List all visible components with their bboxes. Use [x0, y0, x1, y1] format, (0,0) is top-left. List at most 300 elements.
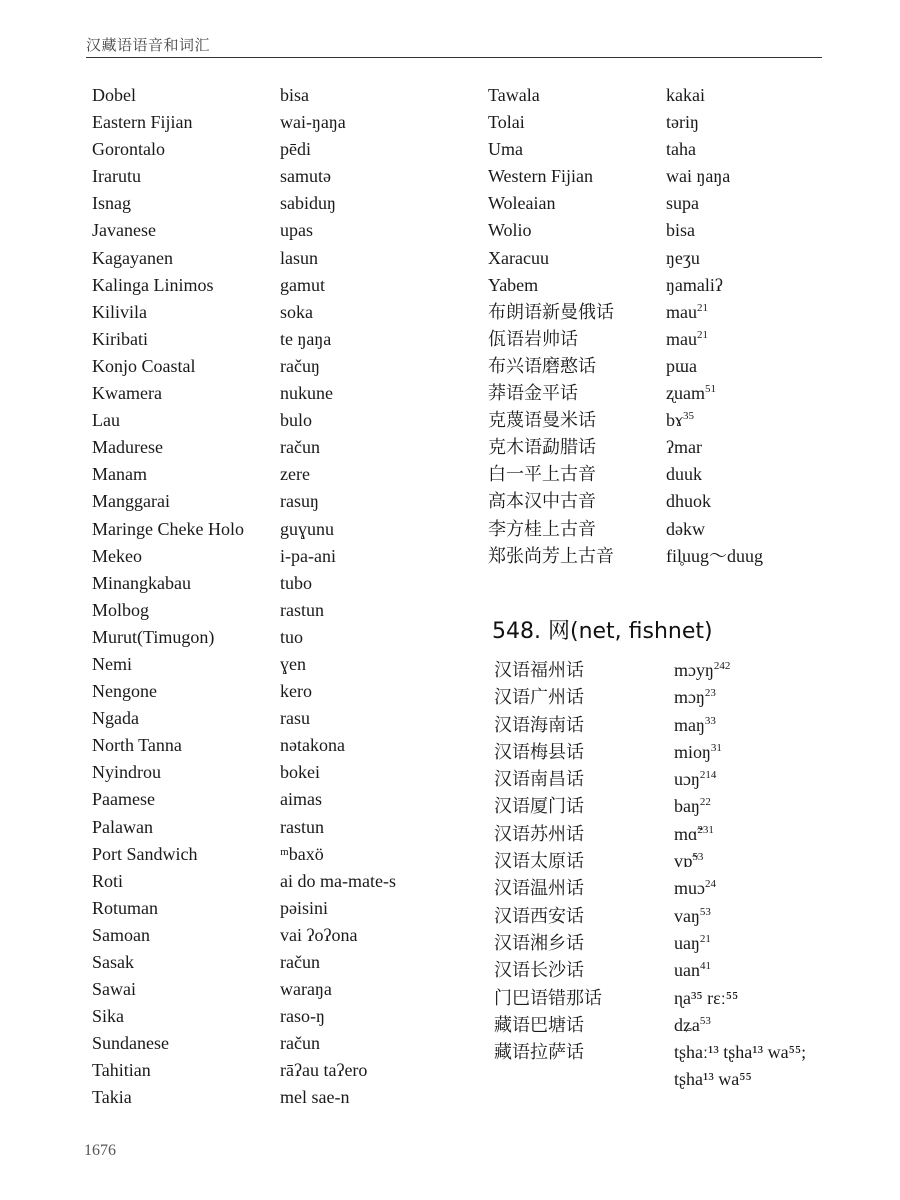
word-form [674, 766, 716, 793]
language-name: Kagayanen [92, 247, 173, 268]
word-form [280, 1030, 320, 1057]
section-heading [492, 614, 713, 645]
entry-row [92, 1084, 452, 1111]
entry-row [494, 684, 854, 711]
form-text: maŋ [674, 714, 705, 735]
language-name: 克木语勐腊话 [488, 437, 596, 458]
word-form [280, 516, 334, 543]
word-form [280, 109, 346, 136]
word-form [280, 786, 322, 813]
entry-row [488, 245, 848, 272]
form-text: guɣunu [280, 518, 334, 539]
language-name: 汉语广州话 [494, 687, 584, 708]
form-text: tʂha¹³ wa⁵⁵ [674, 1069, 752, 1090]
form-text: wai ŋaŋa [666, 166, 731, 187]
section-number: 548. [492, 619, 541, 644]
entry-row [488, 516, 848, 543]
word-form [674, 875, 716, 902]
word-form [280, 759, 320, 786]
entry-row [494, 766, 854, 793]
entry-row [494, 821, 854, 848]
language-name: 布朗语新曼俄话 [488, 301, 614, 322]
language-name: Kwamera [92, 383, 162, 404]
word-form [674, 1066, 752, 1093]
form-text: samutə [280, 166, 331, 187]
word-form [280, 705, 310, 732]
word-form [674, 657, 730, 684]
language-name: Port Sandwich [92, 843, 198, 864]
entry-row [92, 326, 452, 353]
entry-row [488, 543, 848, 570]
form-text: upas [280, 220, 313, 241]
word-form [280, 651, 306, 678]
language-name: Paamese [92, 789, 155, 810]
language-name: 汉语湘乡话 [494, 932, 584, 953]
form-text: fil̥uug～duug [666, 545, 763, 566]
word-form [280, 299, 313, 326]
form-text: bulo [280, 410, 313, 431]
entry-row [494, 1066, 854, 1093]
language-name: 白一平上古音 [488, 464, 596, 485]
entry-row [494, 739, 854, 766]
word-form [666, 299, 708, 326]
form-text: mɔŋ [674, 687, 705, 708]
entry-row [488, 353, 848, 380]
language-name: Gorontalo [92, 139, 165, 160]
word-form [280, 82, 309, 109]
language-name: Roti [92, 870, 124, 891]
word-form [666, 136, 696, 163]
word-form [280, 895, 328, 922]
entry-row [488, 488, 848, 515]
entry-row [92, 407, 452, 434]
word-form [280, 434, 320, 461]
entry-row [92, 868, 452, 895]
entry-row [92, 705, 452, 732]
language-name: 藏语拉萨话 [494, 1042, 584, 1063]
word-form [666, 272, 723, 299]
language-name: Lau [92, 410, 120, 431]
language-name: Tawala [488, 85, 540, 105]
entry-row [92, 136, 452, 163]
word-form [674, 957, 711, 984]
entry-row [494, 930, 854, 957]
form-text: rasuŋ [280, 491, 319, 512]
entry-row [488, 217, 848, 244]
word-form [280, 217, 313, 244]
form-text: raso-ŋ [280, 1006, 325, 1027]
language-name: Mekeo [92, 545, 142, 566]
entry-row [92, 245, 452, 272]
entry-row [92, 922, 452, 949]
form-text: mau [666, 328, 697, 349]
language-name: Kilivila [92, 301, 147, 322]
language-name: 藏语巴塘话 [494, 1014, 584, 1035]
entry-row [92, 190, 452, 217]
language-name: Sawai [92, 979, 136, 1000]
language-name: Kiribati [92, 328, 148, 349]
entry-row [92, 732, 452, 759]
word-form [280, 624, 303, 651]
form-text: pɯa [666, 355, 697, 376]
form-text: duuk [666, 464, 702, 485]
entry-row [92, 488, 452, 515]
language-name: Western Fijian [488, 166, 594, 187]
language-name: Takia [92, 1087, 132, 1108]
language-name: Xaracuu [488, 247, 549, 268]
form-text: nətakona [280, 735, 345, 756]
word-form [280, 163, 331, 190]
word-form [674, 903, 711, 930]
entry-row [488, 163, 848, 190]
word-form [674, 985, 738, 1012]
tone-mark: 231 [697, 823, 714, 836]
word-form [280, 353, 320, 380]
tone-mark: 23 [704, 687, 716, 700]
form-text: tʂhaː¹³ tʂha¹³ wa⁵⁵; [674, 1042, 807, 1063]
form-text: lasun [280, 247, 318, 268]
form-text: ɣen [280, 653, 306, 674]
language-name: 李方桂上古音 [488, 518, 596, 539]
entry-row [92, 814, 452, 841]
language-name: 汉语南昌话 [494, 769, 584, 790]
language-name: Molbog [92, 599, 150, 620]
language-name: 郑张尚芳上古音 [488, 545, 614, 566]
language-name: Nengone [92, 681, 157, 702]
language-name: Tolai [488, 112, 525, 133]
entry-row [92, 570, 452, 597]
form-text: ᵐbaxö [280, 843, 324, 864]
language-name: 汉语长沙话 [494, 960, 584, 981]
form-text: dhuok [666, 491, 711, 512]
entry-row [92, 949, 452, 976]
form-text: rastun [280, 816, 324, 837]
language-name: Yabem [488, 274, 539, 295]
language-name: 汉语海南话 [494, 714, 584, 735]
running-head: 汉藏语语音和词汇 [86, 38, 211, 54]
entry-row [488, 407, 848, 434]
entry-row [92, 461, 452, 488]
form-text: mau [666, 301, 697, 322]
word-form [280, 245, 318, 272]
form-text: bisa [666, 220, 695, 241]
word-form [280, 597, 324, 624]
entry-row [92, 597, 452, 624]
word-form [280, 190, 336, 217]
page-number: 1676 [84, 1142, 116, 1159]
form-text: ai do ma-mate-s [280, 870, 396, 891]
header-rule [86, 57, 822, 58]
word-form [666, 461, 702, 488]
language-name: Palawan [92, 816, 153, 837]
language-name: Sundanese [92, 1033, 169, 1054]
word-form [280, 326, 331, 353]
language-name: Woleaian [488, 193, 556, 214]
form-text: uɔŋ [674, 769, 700, 790]
word-form [666, 82, 705, 109]
form-text: mɔyŋ [674, 660, 714, 680]
form-text: ʐuam [666, 383, 705, 404]
entry-row [494, 1012, 854, 1039]
tone-mark: 31 [710, 741, 722, 754]
language-name: 克蔑语曼米话 [488, 410, 596, 431]
language-name: Sika [92, 1006, 125, 1027]
form-text: ŋeʒu [666, 247, 700, 268]
entry-row [92, 543, 452, 570]
form-text: pēdi [280, 139, 311, 160]
word-form [280, 461, 310, 488]
language-name: Uma [488, 139, 523, 160]
left-column [92, 82, 452, 1112]
form-text: tuo [280, 626, 304, 647]
entry-row [494, 903, 854, 930]
entry-row [92, 163, 452, 190]
form-text: vaŋ [674, 905, 700, 926]
word-form [674, 712, 716, 739]
word-form [280, 678, 312, 705]
word-form [666, 516, 705, 543]
form-text: wai-ŋaŋa [280, 112, 346, 133]
tone-mark: 24 [705, 878, 716, 891]
word-form [666, 434, 702, 461]
form-text: pəisini [280, 897, 328, 918]
tone-mark: 242 [713, 660, 731, 672]
entry-row [92, 678, 452, 705]
form-text: kero [280, 681, 312, 702]
form-text: račuŋ [280, 355, 320, 376]
word-form [280, 976, 332, 1003]
word-form [280, 570, 312, 597]
language-name: 门巴语错那话 [494, 987, 602, 1008]
tone-mark: 21 [697, 328, 708, 341]
language-name: 布兴语磨憨话 [488, 355, 596, 376]
entry-row [488, 190, 848, 217]
word-form [666, 163, 730, 190]
entry-row [92, 759, 452, 786]
form-text: bokei [280, 762, 320, 783]
word-form [280, 814, 324, 841]
entry-row [92, 841, 452, 868]
form-text: ʔmar [666, 437, 702, 458]
entry-row [92, 380, 452, 407]
form-text: mioŋ [674, 741, 711, 762]
language-name: Dobel [92, 85, 136, 105]
word-form [666, 543, 763, 570]
entry-row [92, 353, 452, 380]
entry-row [488, 326, 848, 353]
form-text: ɳa³⁵ rɛː⁵⁵ [674, 987, 739, 1008]
language-name: 高本汉中古音 [488, 491, 596, 512]
word-form [674, 739, 722, 766]
language-name: Manam [92, 464, 147, 485]
word-form [666, 245, 700, 272]
entry-row [92, 516, 452, 543]
entry-row [488, 380, 848, 407]
section-title-text: 网(net, fishnet) [547, 619, 713, 644]
word-form [280, 1057, 367, 1084]
language-name: North Tanna [92, 735, 182, 756]
language-name: 汉语温州话 [494, 878, 584, 899]
form-text: dʑa [674, 1014, 700, 1035]
language-name: Madurese [92, 437, 163, 458]
word-form [666, 217, 695, 244]
language-name: Eastern Fijian [92, 112, 193, 133]
word-form [666, 488, 711, 515]
word-form [666, 380, 716, 407]
entry-row [92, 895, 452, 922]
word-form [280, 136, 311, 163]
entry-row [488, 461, 848, 488]
entry-row [494, 985, 854, 1012]
entry-row [494, 957, 854, 984]
word-form [280, 407, 312, 434]
entry-row [92, 786, 452, 813]
language-name: Ngada [92, 708, 139, 729]
form-text: muɔ [674, 878, 705, 899]
word-form [674, 821, 714, 848]
entry-row [488, 82, 848, 109]
word-form [280, 841, 324, 868]
form-text: uan [674, 960, 700, 981]
form-text: dəkw [666, 518, 705, 539]
word-form [666, 190, 699, 217]
language-name: 汉语西安话 [494, 905, 584, 926]
tone-mark: 35 [683, 410, 694, 423]
form-text: rastun [280, 599, 324, 620]
form-text: uaŋ [674, 932, 700, 953]
entry-row [488, 272, 848, 299]
tone-mark: 53 [699, 1014, 711, 1027]
form-text: te ŋaŋa [280, 328, 332, 349]
form-text: rāʔau taʔero [280, 1060, 368, 1081]
word-form [674, 793, 711, 820]
language-name: Nemi [92, 653, 132, 674]
entry-row [92, 1030, 452, 1057]
entry-row [92, 1003, 452, 1030]
word-form [280, 1084, 349, 1111]
language-name: Isnag [92, 193, 131, 214]
language-name: Wolio [488, 220, 532, 241]
entry-row [494, 875, 854, 902]
entry-row [92, 1057, 452, 1084]
tone-mark: 53 [692, 851, 704, 864]
entry-row [92, 272, 452, 299]
language-name: Manggarai [92, 491, 170, 512]
language-name: 莽语金平话 [488, 383, 578, 404]
language-name: Javanese [92, 220, 156, 241]
word-form [280, 543, 336, 570]
form-text: bisa [280, 85, 309, 105]
word-form [280, 272, 325, 299]
form-text: sabiduŋ [280, 193, 336, 214]
form-text: račun [280, 952, 320, 972]
word-form [280, 868, 396, 895]
tone-mark: 51 [704, 383, 716, 396]
entry-row [494, 657, 854, 684]
language-name: Sasak [92, 952, 134, 972]
form-text: kakai [666, 85, 705, 105]
entry-row [494, 848, 854, 875]
entry-row [488, 136, 848, 163]
entry-row [494, 793, 854, 820]
word-form [666, 353, 697, 380]
tone-mark: 21 [697, 301, 708, 314]
form-text: vɒ̃ [674, 851, 693, 872]
entry-row [92, 299, 452, 326]
entry-row [494, 1039, 854, 1066]
form-text: račun [280, 437, 320, 458]
language-name: Konjo Coastal [92, 355, 196, 376]
form-text: nukune [280, 383, 333, 404]
form-text: račun [280, 1033, 320, 1054]
entry-row [92, 217, 452, 244]
form-text: aimas [280, 789, 322, 810]
entry-row [92, 82, 452, 109]
form-text: rasu [280, 708, 310, 729]
word-form [280, 380, 333, 407]
tone-mark: 22 [699, 796, 711, 809]
entry-row [488, 109, 848, 136]
language-name: 汉语太原话 [494, 851, 584, 872]
word-form [666, 109, 699, 136]
word-form [674, 684, 716, 711]
form-text: waraŋa [280, 979, 332, 1000]
word-form [280, 922, 357, 949]
entry-row [92, 624, 452, 651]
language-name: Minangkabau [92, 572, 191, 593]
language-name: Maringe Cheke Holo [92, 518, 244, 539]
language-name: Kalinga Linimos [92, 274, 214, 295]
language-name: Samoan [92, 924, 150, 945]
language-name: Nyindrou [92, 762, 161, 783]
form-text: supa [666, 193, 699, 214]
language-name: 汉语福州话 [494, 660, 584, 680]
form-text: zere [280, 464, 310, 485]
word-form [674, 848, 703, 875]
word-form [666, 407, 694, 434]
right-column-section [494, 657, 854, 1094]
form-text: mɑ̃ [674, 823, 698, 844]
tone-mark: 53 [699, 905, 711, 918]
tone-mark: 33 [704, 714, 716, 727]
tone-mark: 214 [699, 769, 717, 782]
form-text: tubo [280, 572, 313, 593]
language-name: Murut(Timugon) [92, 626, 215, 647]
language-name: 汉语厦门话 [494, 796, 584, 817]
word-form [280, 949, 320, 976]
entry-row [488, 299, 848, 326]
tone-mark: 21 [699, 932, 711, 945]
word-form [674, 930, 711, 957]
word-form [666, 326, 708, 353]
tone-mark: 41 [700, 960, 711, 973]
form-text: təriŋ [666, 112, 699, 133]
word-form [674, 1039, 806, 1066]
language-name: 汉语苏州话 [494, 823, 584, 844]
entry-row [488, 434, 848, 461]
form-text: ŋamaliʔ [666, 274, 723, 295]
language-name: 佤语岩帅话 [488, 328, 578, 349]
language-name: Irarutu [92, 166, 141, 187]
entry-row [494, 712, 854, 739]
word-form [280, 1003, 325, 1030]
word-form [280, 488, 319, 515]
word-form [280, 732, 345, 759]
form-text: soka [280, 301, 313, 322]
entry-row [92, 976, 452, 1003]
language-name: 汉语梅县话 [494, 741, 584, 762]
form-text: gamut [280, 274, 325, 295]
